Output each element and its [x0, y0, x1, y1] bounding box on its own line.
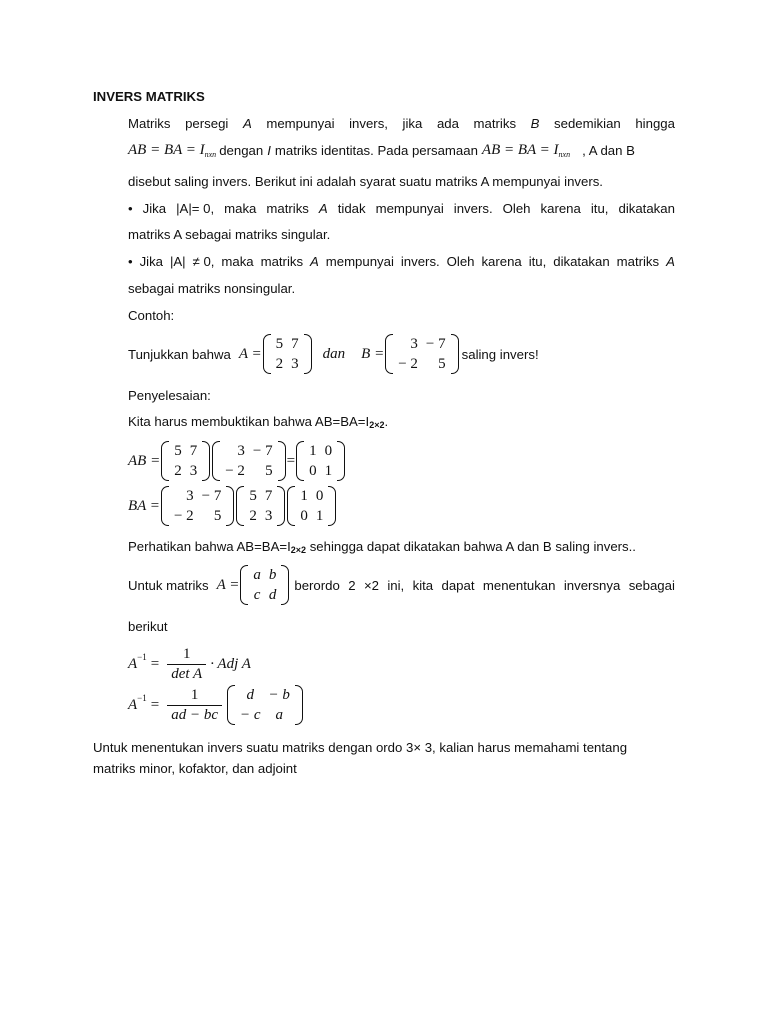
- matrix-b: [160, 486, 235, 526]
- matrix-entry: 1: [309, 443, 317, 459]
- word: ada: [436, 116, 459, 131]
- word: B: [530, 116, 540, 131]
- word: matriks: [260, 254, 304, 269]
- inverse-formula-2: [128, 684, 304, 726]
- matrix-entry: 3: [410, 336, 418, 352]
- matrix-entry: 5: [249, 488, 257, 504]
- word: Oleh: [502, 201, 531, 216]
- matrix-entry: 3: [291, 356, 299, 372]
- text: dan: [322, 345, 346, 362]
- matrix-entry: b: [268, 567, 277, 583]
- matrix-adjoint: [226, 685, 304, 725]
- equation-ab-ba: AB = BA = I: [481, 142, 559, 158]
- word: Jika: [139, 254, 164, 269]
- matrix-entry: 3: [264, 508, 273, 524]
- bullet-1-line-2: matriks A sebagai matriks singular.: [128, 227, 331, 242]
- word: dikatakan: [553, 254, 610, 269]
- denominator: ad − bc: [167, 705, 222, 724]
- word: ≠ 0,: [192, 254, 215, 269]
- matrix-entry: 2: [174, 463, 182, 479]
- proof-intro: [128, 413, 388, 432]
- word: hingga: [635, 116, 675, 131]
- intro-line-1: [128, 115, 675, 133]
- numerator: 1: [182, 645, 191, 662]
- word: Jika: [142, 201, 167, 216]
- intro-line-3: disebut saling invers. Berikut ini adalah syarat suatu matriks A mempunyai invers.: [128, 174, 603, 189]
- matrix-entry: 7: [189, 443, 198, 459]
- matrix-entry: 1: [300, 488, 308, 504]
- text: Kita harus membuktikan bahwa AB=BA=I: [128, 414, 370, 429]
- text: I: [267, 143, 271, 158]
- matrix-entry: 5: [213, 508, 222, 524]
- subscript: 2×2: [290, 545, 307, 555]
- matrix-entry: 3: [186, 488, 194, 504]
- word: sebagai: [628, 577, 675, 593]
- matrix-entry: 1: [315, 508, 324, 524]
- word: invers.: [400, 254, 440, 269]
- word: A: [310, 254, 319, 269]
- word: |A|: [169, 254, 186, 269]
- matrix-entry: 5: [174, 443, 182, 459]
- bullet-icon: •: [128, 254, 133, 269]
- matrix-b: [211, 441, 286, 481]
- word: dikatakan: [618, 201, 675, 216]
- matrix-entry: 7: [291, 336, 299, 352]
- matrix-entry: − c: [240, 707, 261, 723]
- bullet-1-line-1: [128, 200, 675, 218]
- text: saling invers!: [461, 346, 539, 362]
- matrix-entry: 1: [324, 463, 333, 479]
- word: maka: [221, 254, 254, 269]
- matrix-entry: 5: [265, 463, 273, 479]
- word: itu,: [528, 254, 547, 269]
- matrix-entry: a: [275, 707, 283, 723]
- word: A: [666, 254, 675, 269]
- matrix-a-label: A =: [216, 576, 240, 593]
- denominator: det A: [167, 664, 206, 683]
- matrix-entry: − 7: [201, 488, 222, 504]
- superscript: −1: [137, 652, 147, 662]
- word: A: [242, 116, 252, 131]
- subscript: nxn: [204, 150, 217, 159]
- word: karena: [540, 201, 581, 216]
- text: Perhatikan bahwa AB=BA=I: [128, 539, 291, 554]
- matrix-entry: 3: [189, 463, 198, 479]
- text: Untuk matriks: [128, 577, 209, 593]
- matrix-a: [160, 441, 211, 481]
- word: kita: [412, 577, 434, 593]
- matrix-b-label: B =: [361, 345, 385, 362]
- matrix-entry: d: [246, 687, 255, 703]
- general-matrix-line: [128, 564, 675, 606]
- equals-sign: =: [286, 452, 296, 469]
- word: menentukan: [482, 577, 556, 593]
- matrix-identity: [295, 441, 346, 481]
- word: 2: [348, 577, 356, 593]
- matrix-entry: 2: [275, 356, 284, 372]
- matrix-entry: − b: [268, 687, 290, 703]
- word: A: [318, 201, 328, 216]
- word: tidak: [337, 201, 366, 216]
- word: mempunyai: [375, 201, 444, 216]
- matrix-entry: 0: [309, 463, 317, 479]
- text: , A dan B: [582, 143, 635, 158]
- subscript: nxn: [558, 150, 571, 159]
- bullet-2-line-1: [128, 253, 675, 271]
- word: ini,: [387, 577, 405, 593]
- equals-sign: =: [150, 696, 160, 713]
- matrix-entry: d: [268, 587, 277, 603]
- word: |A|= 0,: [176, 201, 215, 216]
- matrix-entry: 0: [300, 508, 308, 524]
- word: itu,: [590, 201, 609, 216]
- berikut-text: berikut: [128, 619, 168, 634]
- text: dengan: [219, 143, 264, 158]
- word: mempunyai: [266, 116, 335, 131]
- numerator: 1: [190, 686, 199, 703]
- text: sehingga dapat dikatakan bahwa A dan B saling invers..: [306, 539, 636, 554]
- matrix-entry: 7: [264, 488, 273, 504]
- matrix-a-label: A: [128, 696, 138, 713]
- bullet-icon: •: [128, 201, 133, 216]
- matrix-entry: − 7: [252, 443, 273, 459]
- matrix-entry: 0: [315, 488, 324, 504]
- word: matriks: [266, 201, 309, 216]
- text: matriks identitas. Pada persamaan: [274, 143, 478, 158]
- matrix-entry: 3: [237, 443, 245, 459]
- word: ×2: [363, 577, 379, 593]
- word: sedemikian: [554, 116, 621, 131]
- word: mempunyai: [325, 254, 394, 269]
- matrix-entry: 2: [249, 508, 257, 524]
- equation-label: AB =: [128, 452, 161, 469]
- text: Tunjukkan bahwa: [128, 346, 231, 362]
- matrix-general: [239, 565, 290, 605]
- page-title: INVERS MATRIKS: [93, 89, 205, 104]
- matrix-entry: − 2: [398, 356, 418, 372]
- word: dapat: [441, 577, 475, 593]
- word: persegi: [185, 116, 229, 131]
- contoh-label: Contoh:: [128, 308, 175, 323]
- word: matriks: [473, 116, 517, 131]
- matrix-entry: 5: [438, 356, 446, 372]
- equals-sign: =: [150, 655, 160, 672]
- matrix-entry: 0: [324, 443, 333, 459]
- matrix-a: [235, 486, 286, 526]
- word: inversnya: [563, 577, 621, 593]
- word: invers.: [453, 201, 493, 216]
- word: berordo: [294, 577, 340, 593]
- fraction: [167, 646, 206, 683]
- word: Oleh: [446, 254, 475, 269]
- matrix-identity: [286, 486, 337, 526]
- matrix-a-label: A =: [238, 345, 262, 362]
- word: karena: [481, 254, 522, 269]
- penyelesaian-label: Penyelesaian:: [128, 388, 211, 403]
- matrix-entry: − 2: [173, 508, 194, 524]
- general-suffix: [294, 578, 675, 593]
- conclusion: [128, 538, 636, 557]
- fraction: [167, 687, 222, 724]
- matrix-a-label: A: [128, 655, 138, 672]
- matrix-entry: c: [253, 587, 261, 603]
- word: maka: [224, 201, 257, 216]
- word: Matriks: [128, 116, 171, 131]
- bullet-2-line-2: sebagai matriks nonsingular.: [128, 281, 296, 296]
- equation-ab-ba: AB = BA = I: [128, 142, 205, 158]
- matrix-b: [384, 334, 459, 374]
- word: jika: [402, 116, 423, 131]
- inverse-formula-1: [128, 645, 251, 683]
- closing-line-2: matriks minor, kofaktor, dan adjoint: [93, 761, 297, 776]
- ab-equation: [128, 440, 346, 482]
- matrix-entry: 5: [275, 336, 284, 352]
- adjoint-term: · Adj A: [210, 655, 251, 672]
- matrix-entry: − 2: [225, 463, 245, 479]
- superscript: −1: [137, 693, 147, 703]
- closing-line-1: Untuk menentukan invers suatu matriks dengan ordo 3× 3, kalian harus memahami tentang: [93, 740, 628, 755]
- word: matriks: [616, 254, 660, 269]
- word: invers,: [349, 116, 388, 131]
- example-statement: [128, 333, 539, 375]
- intro-line-2: [128, 142, 635, 159]
- text: .: [384, 414, 389, 429]
- ba-equation: [128, 485, 337, 527]
- equation-label: BA =: [128, 497, 160, 514]
- matrix-entry: a: [253, 567, 261, 583]
- subscript: 2×2: [369, 420, 385, 430]
- matrix-entry: − 7: [425, 336, 446, 352]
- matrix-a: [262, 334, 313, 374]
